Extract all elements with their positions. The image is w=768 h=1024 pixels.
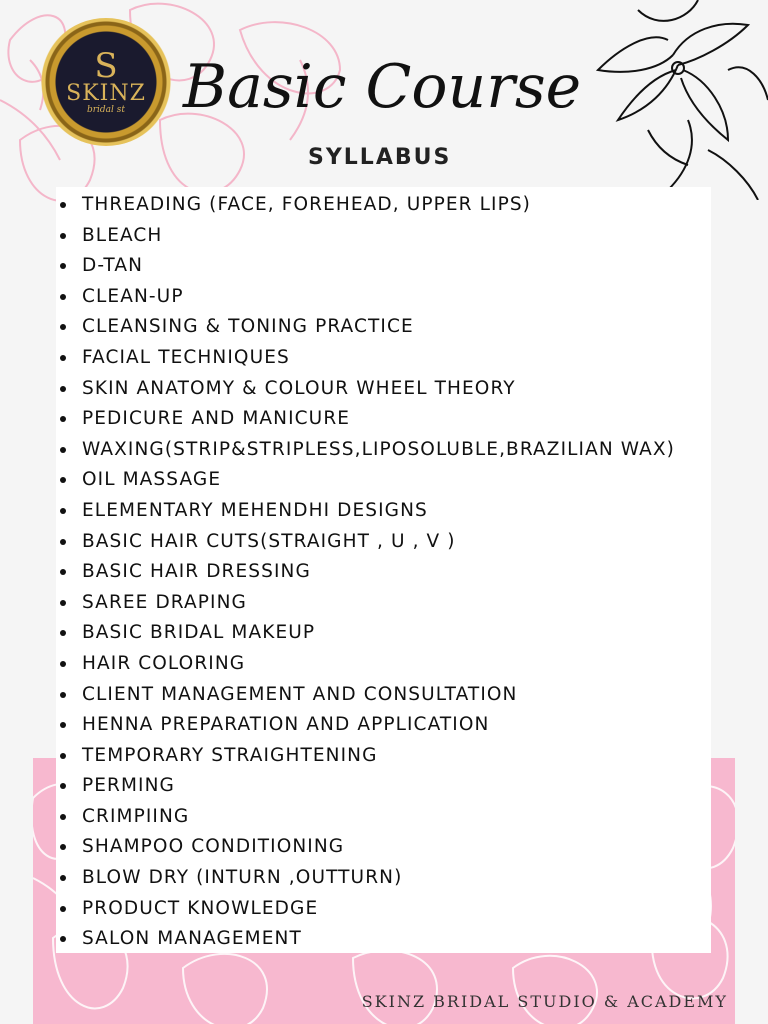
list-item-text: CRIMPIING — [82, 805, 190, 827]
page-title: Basic Course — [183, 52, 582, 122]
bullet-icon — [60, 263, 66, 269]
list-item — [58, 527, 718, 558]
list-item — [58, 741, 718, 772]
list-item-text: HAIR COLORING — [82, 652, 246, 674]
list-item — [58, 190, 718, 221]
list-item — [58, 680, 718, 711]
list-item — [58, 221, 718, 252]
list-item-text: HENNA PREPARATION AND APPLICATION — [82, 714, 490, 736]
list-item-text: PRODUCT KNOWLEDGE — [82, 897, 319, 919]
bullet-icon — [60, 630, 66, 636]
list-item-text: TEMPORARY STRAIGHTENING — [82, 744, 378, 766]
bullet-icon — [60, 508, 66, 514]
list-item — [58, 710, 718, 741]
list-item — [58, 435, 718, 466]
list-item — [58, 557, 718, 588]
bullet-icon — [60, 722, 66, 728]
list-item — [58, 374, 718, 405]
bullet-icon — [60, 753, 66, 759]
list-item-text: BASIC BRIDAL MAKEUP — [82, 622, 316, 644]
list-item-text: THREADING (FACE, FOREHEAD, UPPER LIPS) — [82, 194, 531, 215]
bullet-icon — [60, 569, 66, 575]
logo-monogram: S — [94, 46, 118, 86]
bullet-icon — [60, 906, 66, 912]
list-item — [58, 894, 718, 925]
list-item — [58, 312, 718, 343]
page-subtitle: SYLLABUS — [308, 145, 452, 170]
bullet-icon — [60, 355, 66, 361]
syllabus-list — [58, 190, 718, 955]
list-item-text: D-TAN — [82, 255, 144, 277]
bullet-icon — [60, 600, 66, 606]
bullet-icon — [60, 661, 66, 667]
list-item-text: BLEACH — [82, 224, 163, 246]
list-item-text: PEDICURE AND MANICURE — [82, 408, 351, 430]
list-item-text: BASIC HAIR DRESSING — [82, 561, 311, 583]
list-item-text: WAXING(STRIP&STRIPLESS,LIPOSOLUBLE,BRAZILIAN WAX) — [82, 438, 675, 460]
list-item — [58, 863, 718, 894]
list-item — [58, 832, 718, 863]
bullet-icon — [60, 692, 66, 698]
list-item — [58, 924, 718, 955]
bullet-icon — [60, 294, 66, 300]
bullet-icon — [60, 324, 66, 330]
list-item-text: CLEANSING & TONING PRACTICE — [82, 316, 414, 338]
list-item-text: SKIN ANATOMY & COLOUR WHEEL THEORY — [82, 377, 516, 399]
bullet-icon — [60, 233, 66, 239]
logo-name: SKINZ — [66, 81, 146, 106]
bullet-icon — [60, 416, 66, 422]
list-item-text: BLOW DRY (INTURN ,OUTTURN) — [82, 867, 403, 889]
list-item — [58, 343, 718, 374]
list-item-text: ELEMENTARY MEHENDHI DESIGNS — [82, 499, 428, 521]
list-item — [58, 282, 718, 313]
bullet-icon — [60, 386, 66, 392]
list-item-text: OIL MASSAGE — [82, 469, 222, 491]
list-item — [58, 496, 718, 527]
list-item — [58, 251, 718, 282]
list-item — [58, 404, 718, 435]
logo-tagline: bridal st — [86, 105, 126, 115]
list-item — [58, 588, 718, 619]
list-item-text: BASIC HAIR CUTS(STRAIGHT , U , V ) — [82, 530, 456, 552]
bullet-icon — [60, 875, 66, 881]
list-item-text: SAREE DRAPING — [82, 591, 247, 613]
bullet-icon — [60, 447, 66, 453]
list-item-text: PERMING — [82, 775, 175, 797]
list-item-text: SHAMPOO CONDITIONING — [82, 836, 345, 858]
list-item — [58, 618, 718, 649]
bullet-icon — [60, 202, 66, 208]
skinz-logo — [40, 18, 172, 146]
bullet-icon — [60, 814, 66, 820]
list-item — [58, 465, 718, 496]
list-item-text: CLEAN-UP — [82, 285, 184, 307]
bullet-icon — [60, 936, 66, 942]
bullet-icon — [60, 783, 66, 789]
list-item — [58, 802, 718, 833]
bullet-icon — [60, 844, 66, 850]
list-item-text: FACIAL TECHNIQUES — [82, 346, 290, 368]
list-item — [58, 771, 718, 802]
lily-sketch-icon — [578, 0, 768, 200]
list-item-text: CLIENT MANAGEMENT AND CONSULTATION — [82, 683, 518, 705]
bullet-icon — [60, 539, 66, 545]
footer-text: SKINZ BRIDAL STUDIO & ACADEMY — [361, 992, 728, 1011]
list-item — [58, 649, 718, 680]
list-item-text: SALON MANAGEMENT — [82, 928, 302, 950]
bullet-icon — [60, 477, 66, 483]
